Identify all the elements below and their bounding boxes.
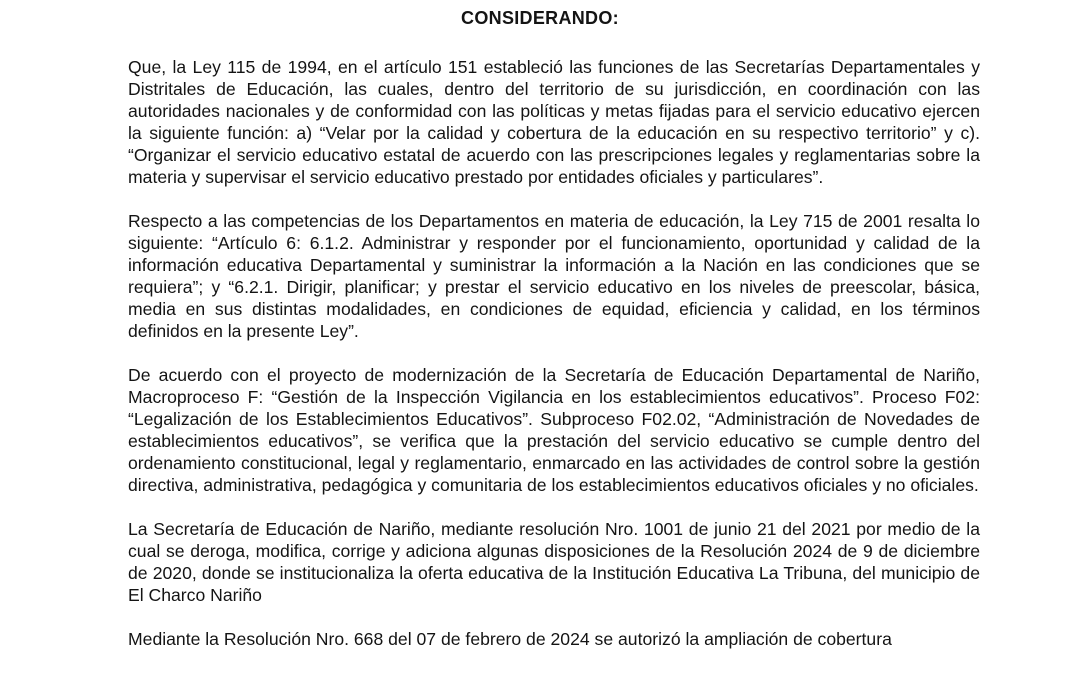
paragraph-ley-115: Que, la Ley 115 de 1994, en el artículo 151 estableció las funciones de las Secretarías Departamentales y Distritales de Educación, las cuales, dentro del territorio de su jurisdicción, en coordinación con las autoridades nacionales y de conformidad con las políticas y metas fijadas para el servicio educativo ejercen la siguiente función: a) “Velar por la calidad y cobertura de la educación en su respectivo territorio” y c). “Organizar el servicio educativo estatal de acuerdo con las prescripciones legales y reglamentarias sobre la materia y supervisar el servicio educativo prestado por entidades oficiales y particulares”. [128, 57, 980, 187]
paragraph-resolucion-1001: La Secretaría de Educación de Nariño, mediante resolución Nro. 1001 de junio 21 del 2021 por medio de la cual se deroga, modifica, corrige y adiciona algunas disposiciones de la Resolución 2024 de 9 de diciembre de 2020, donde se institucionaliza la oferta educativa de la Institución Educativa La Tribuna, del municipio de El Charco Nariño [128, 519, 980, 605]
document-body [128, 56, 980, 650]
paragraph-ley-715: Respecto a las competencias de los Departamentos en materia de educación, la Ley 715 de 2001 resalta lo siguiente: “Artículo 6: 6.1.2. Administrar y responder por el funcionamiento, oportunidad y calidad de la información educativa Departamental y suministrar la información a la Nación en las condiciones que se requiera”; y “6.2.1. Dirigir, planificar; y prestar el servicio educativo en los niveles de preescolar, básica, media en sus distintas modalidades, en condiciones de equidad, eficiencia y calidad, en los términos definidos en la presente Ley”. [128, 211, 980, 341]
paragraph-modernizacion: De acuerdo con el proyecto de modernización de la Secretaría de Educación Departamental de Nariño, Macroproceso F: “Gestión de la Inspección Vigilancia en los establecimientos educativos”. Proceso F02: “Legalización de los Establecimientos Educativos”. Subproceso F02.02, “Administración de Novedades de establecimientos educativos”, se verifica que la prestación del servicio educativo se cumple dentro del ordenamiento constitucional, legal y reglamentario, enmarcado en las actividades de control sobre la gestión directiva, administrativa, pedagógica y comunitaria de los establecimientos educativos oficiales y no oficiales. [128, 365, 980, 495]
paragraph-resolucion-668: Mediante la Resolución Nro. 668 del 07 de febrero de 2024 se autorizó la ampliación de cobertura [128, 629, 892, 649]
document-heading: CONSIDERANDO: [461, 8, 619, 28]
